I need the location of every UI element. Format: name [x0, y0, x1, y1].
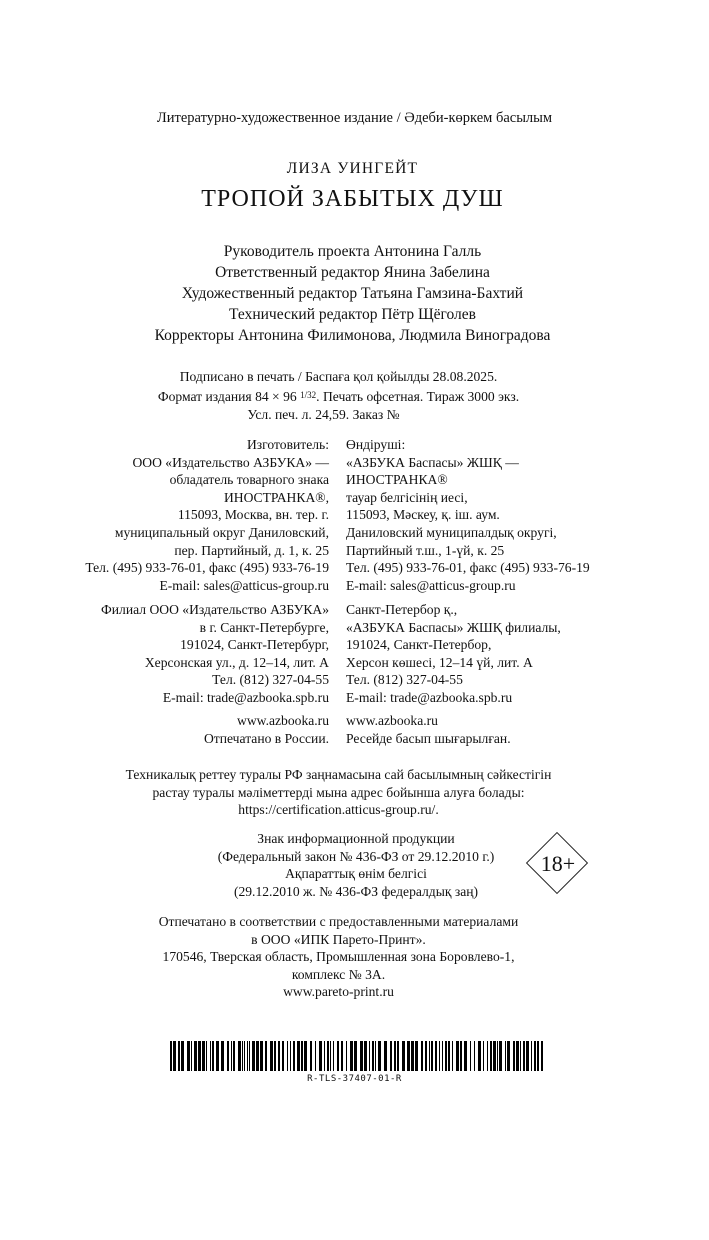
staff-line: Художественный редактор Татьяна Гамзина-Бахтий [181, 285, 524, 302]
manufacturer-kz [346, 436, 590, 594]
branch-ru-line: E-mail: trade@azbooka.spb.ru [162, 689, 329, 705]
manufacturer-ru-line: обладатель товарного знака [169, 472, 329, 488]
info-sign-line: Знак информационной продукции [257, 831, 455, 846]
staff-line: Ответственный редактор Янина Забелина [215, 264, 490, 281]
format-suffix: . Печать офсетная. Тираж 3000 экз. [316, 389, 520, 405]
manufacturer-kz-line: Өндіруші: [346, 437, 406, 452]
edition-type: Литературно-художественное издание / Әдеби-көркем басылым [156, 110, 553, 126]
format-line [0, 386, 693, 406]
branch-kz-line: E-mail: trade@azbooka.spb.ru [346, 689, 513, 705]
manufacturer-kz-line: ИНОСТРАНКА® [346, 472, 448, 488]
branch-kz-line: Херсон көшесі, 12–14 үй, лит. А [346, 654, 533, 670]
manufacturer-ru [85, 436, 329, 594]
staff-line: Корректоры Антонина Филимонова, Людмила Виноградова [154, 327, 551, 344]
manufacturer-ru-line: ИНОСТРАНКА®, [223, 489, 329, 505]
branch-ru [101, 601, 329, 707]
book-title: ТРОПОЙ ЗАБЫТЫХ ДУШ [201, 186, 504, 212]
manufacturer-kz-line: 115093, Мәскеу, қ. іш. аум. [346, 507, 500, 523]
manufacturer-kz-line: Даниловский муниципалдық округі, [346, 524, 557, 540]
age-rating-label: 18+ [540, 851, 576, 876]
certification [0, 766, 693, 819]
web-ru-line: Отпечатано в России. [203, 730, 329, 746]
info-sign-line: (29.12.2010 ж. № 436-ФЗ федералдық заң) [233, 883, 479, 899]
printer-info [0, 913, 693, 1001]
info-sign-line: Ақпараттық өнім белгісі [285, 866, 427, 882]
web-kz-line: Ресейде басып шығарылған. [346, 730, 511, 746]
branch-ru-line: Херсонская ул., д. 12–14, лит. А [144, 654, 329, 670]
branch-ru-line: 191024, Санкт-Петербург, [180, 637, 329, 653]
manufacturer-ru-line: Изготовитель: [246, 437, 329, 452]
printer-line: комплекс № 3А. [291, 966, 386, 982]
staff-line: Технический редактор Пётр Щёголев [229, 306, 476, 323]
manufacturer-ru-line: E-mail: sales@atticus-group.ru [159, 577, 329, 593]
staff-line: Руководитель проекта Антонина Галль [223, 243, 482, 260]
manufacturer-kz-line: Партийный т.ш., 1-үй, к. 25 [346, 542, 505, 558]
branch-ru-line: Филиал ООО «Издательство АЗБУКА» [101, 602, 329, 617]
manufacturer-kz-line: E-mail: sales@atticus-group.ru [346, 577, 516, 593]
web-ru [204, 712, 329, 747]
branch-ru-line: Тел. (812) 327-04-55 [212, 672, 329, 688]
manufacturer-ru-line: ООО «Издательство АЗБУКА» — [132, 454, 329, 470]
format-prefix: Формат издания 84 × 96 [157, 389, 301, 405]
manufacturer-ru-line: муниципальный округ Даниловский, [114, 524, 329, 540]
printer-line: 170546, Тверская область, Промышленная зона Боровлево-1, [162, 949, 515, 965]
certification-line: Техникалық реттеу туралы РФ заңнамасына сай басылымның сәйкестігін [125, 767, 552, 782]
info-sign-line: (Федеральный закон № 436-ФЗ от 29.12.2010 г.) [217, 848, 495, 864]
signed-date: Подписано в печать / Баспаға қол қойылды 28.08.2025. [179, 369, 498, 384]
author-name: ЛИЗА УИНГЕЙТ [286, 160, 419, 177]
manufacturer-kz-line: Тел. (495) 933-76-01, факс (495) 933-76-19 [346, 560, 590, 576]
web-ru-line: www.azbooka.ru [237, 713, 329, 728]
web-kz [346, 712, 511, 747]
manufacturer-ru-line: Тел. (495) 933-76-01, факс (495) 933-76-19 [85, 560, 329, 576]
manufacturer-kz-line: «АЗБУКА Баспасы» ЖШҚ — [346, 454, 519, 470]
branch-kz-line: «АЗБУКА Баспасы» ЖШҚ филиалы, [346, 619, 561, 635]
format-fraction: 1/32 [300, 390, 317, 401]
staff-list [0, 241, 707, 346]
print-info [0, 368, 693, 425]
branch-ru-line: в г. Санкт-Петербурге, [199, 619, 329, 635]
branch-kz-line: 191024, Санкт-Петербор, [346, 637, 492, 653]
web-kz-line: www.azbooka.ru [346, 713, 438, 728]
branch-kz-line: Санкт-Петербор қ., [346, 602, 458, 617]
barcode-icon [170, 1041, 544, 1071]
printer-url: www.pareto-print.ru [283, 984, 394, 1000]
barcode-text: R-TLS-37407-01-R [307, 1074, 402, 1084]
sheets-line: Усл. печ. л. 24,59. Заказ № [247, 407, 400, 423]
certification-url: https://certification.atticus-group.ru/. [238, 802, 439, 818]
printer-line: Отпечатано в соответствии с предоставленными материалами [158, 914, 519, 929]
branch-kz [346, 601, 561, 707]
manufacturer-ru-line: 115093, Москва, вн. тер. г. [177, 507, 329, 523]
manufacturer-ru-line: пер. Партийный, д. 1, к. 25 [174, 542, 329, 558]
certification-line: растау туралы мәліметтерді мына адрес бойынша алуға болады: [152, 784, 525, 800]
branch-kz-line: Тел. (812) 327-04-55 [346, 672, 463, 688]
manufacturer-kz-line: тауар белгісінің иесі, [346, 489, 468, 505]
printer-line: в ООО «ИПК Парето-Принт». [251, 931, 426, 947]
age-rating-badge [527, 833, 589, 895]
